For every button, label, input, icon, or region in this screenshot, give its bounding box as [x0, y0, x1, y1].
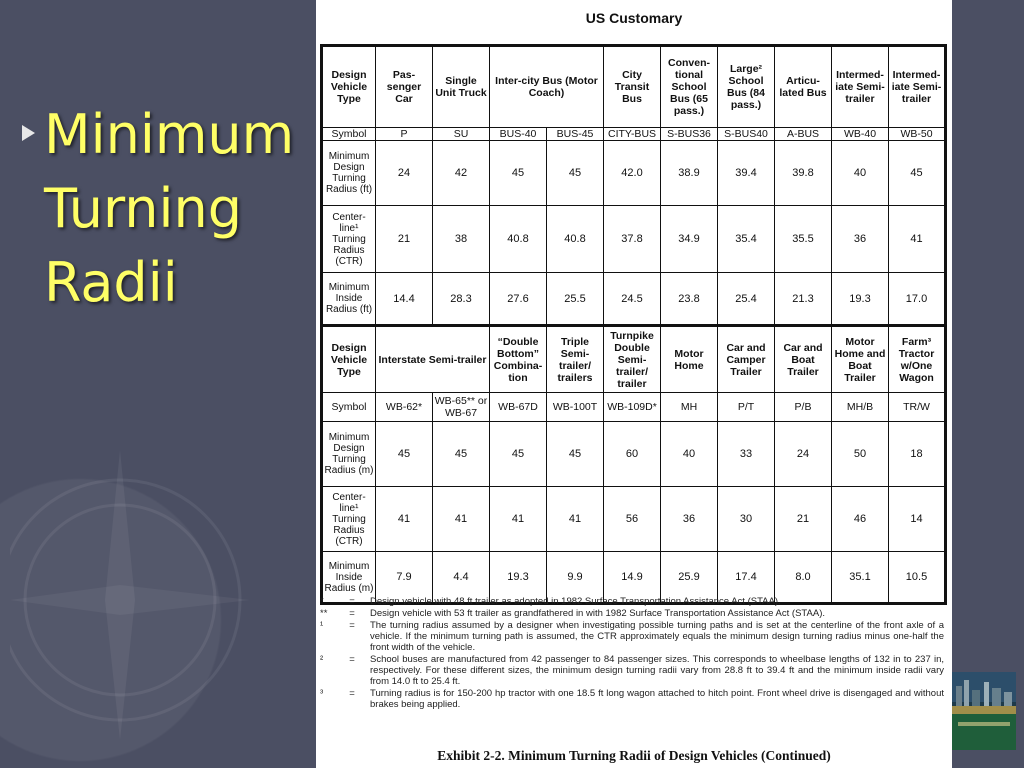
table1-header-row	[322, 46, 946, 128]
value-cell: 41	[490, 487, 547, 552]
document-page	[316, 0, 952, 768]
value-cell: 41	[889, 206, 946, 273]
footnote	[320, 620, 944, 653]
row-label: Center-line¹ Turning Radius (CTR)	[322, 487, 376, 552]
header-cell: Articu-lated Bus	[775, 46, 832, 128]
turning-radii-table	[320, 44, 947, 605]
value-cell: 38	[433, 206, 490, 273]
title-line: Radii	[44, 251, 178, 314]
symbol-cell: BUS-40	[490, 128, 547, 141]
title-line: Turning	[44, 177, 242, 240]
compass-watermark-icon	[10, 430, 270, 750]
value-cell: 7.9	[376, 552, 433, 604]
value-cell: 42	[433, 141, 490, 206]
value-cell: 14.9	[604, 552, 661, 604]
value-cell: 42.0	[604, 141, 661, 206]
footnote-mark: ³	[320, 688, 324, 699]
footnote-mark: **	[320, 608, 328, 619]
value-cell: 45	[490, 141, 547, 206]
value-cell: 14	[889, 487, 946, 552]
value-cell: 28.3	[433, 273, 490, 326]
header-cell: Intermed-iate Semi-trailer	[832, 46, 889, 128]
exhibit-caption: Exhibit 2-2. Minimum Turning Radii of Design Vehicles (Continued)	[437, 748, 831, 763]
value-cell: 41	[433, 487, 490, 552]
symbol-cell: S-BUS36	[661, 128, 718, 141]
value-cell: 10.5	[889, 552, 946, 604]
value-cell: 40	[832, 141, 889, 206]
footnote	[320, 608, 944, 619]
header-cell: Single Unit Truck	[433, 46, 490, 128]
value-cell: 24.5	[604, 273, 661, 326]
symbol-cell: TR/W	[889, 393, 946, 422]
symbol-cell: CITY-BUS	[604, 128, 661, 141]
table-row	[322, 141, 946, 206]
value-cell: 40.8	[547, 206, 604, 273]
value-cell: 30	[718, 487, 775, 552]
footnote-mark: ¹	[320, 620, 324, 631]
value-cell: 4.4	[433, 552, 490, 604]
header-cell: Design Vehicle Type	[322, 326, 376, 393]
value-cell: 34.9	[661, 206, 718, 273]
value-cell: 9.9	[547, 552, 604, 604]
symbol-cell: WB-40	[832, 128, 889, 141]
value-cell: 35.5	[775, 206, 832, 273]
value-cell: 8.0	[775, 552, 832, 604]
value-cell: 37.8	[604, 206, 661, 273]
value-cell: 21.3	[775, 273, 832, 326]
symbol-cell: WB-65** or WB-67	[433, 393, 490, 422]
footnote-text: The turning radius assumed by a designer when investigating possible turning paths and is set at the centerline of the front axle of a vehicle. If the minimum turning path is assumed, the CTR approximately equals the minimum design turning radius minus one-half the front width of the vehicle.	[370, 620, 944, 653]
symbol-cell: Symbol	[322, 393, 376, 422]
footnote-mark: ²	[320, 654, 324, 665]
symbol-cell: WB-100T	[547, 393, 604, 422]
value-cell: 60	[604, 422, 661, 487]
title-line: Minimum	[44, 103, 295, 166]
header-cell: Car and Camper Trailer	[718, 326, 775, 393]
value-cell: 45	[490, 422, 547, 487]
row-label: Minimum Inside Radius (m)	[322, 552, 376, 604]
value-cell: 40.8	[490, 206, 547, 273]
value-cell: 36	[661, 487, 718, 552]
footnote	[320, 654, 944, 687]
header-cell: City Transit Bus	[604, 46, 661, 128]
table1-symbol-row	[322, 128, 946, 141]
symbol-cell: P/B	[775, 393, 832, 422]
header-cell: Motor Home and Boat Trailer	[832, 326, 889, 393]
footnote-separator: =	[349, 596, 355, 607]
value-cell: 24	[376, 141, 433, 206]
symbol-cell: BUS-45	[547, 128, 604, 141]
header-cell: Triple Semi-trailer/ trailers	[547, 326, 604, 393]
header-cell: Motor Home	[661, 326, 718, 393]
table-row	[322, 422, 946, 487]
value-cell: 21	[775, 487, 832, 552]
symbol-cell: P	[376, 128, 433, 141]
footnote-text: Design vehicle with 48 ft trailer as adopted in 1982 Surface Transportation Assistance Act (STAA).	[370, 596, 781, 607]
symbol-cell: S-BUS40	[718, 128, 775, 141]
symbol-cell: WB-50	[889, 128, 946, 141]
symbol-cell: MH/B	[832, 393, 889, 422]
value-cell: 33	[718, 422, 775, 487]
header-cell: Pas-senger Car	[376, 46, 433, 128]
table2-symbol-row	[322, 393, 946, 422]
row-label: Center-line¹ Turning Radius (CTR)	[322, 206, 376, 273]
value-cell: 18	[889, 422, 946, 487]
footnotes	[320, 596, 944, 711]
value-cell: 50	[832, 422, 889, 487]
value-cell: 40	[661, 422, 718, 487]
document-heading: US Customary	[585, 10, 683, 26]
footnote-separator: =	[349, 620, 355, 631]
footnote-separator: =	[349, 608, 355, 619]
footnote-separator: =	[349, 654, 355, 665]
footnote	[320, 688, 944, 710]
value-cell: 46	[832, 487, 889, 552]
symbol-cell: WB-109D*	[604, 393, 661, 422]
value-cell: 45	[433, 422, 490, 487]
header-cell: Conven-tional School Bus (65 pass.)	[661, 46, 718, 128]
footnote	[320, 596, 944, 607]
header-cell: Inter-city Bus (Motor Coach)	[490, 46, 604, 128]
value-cell: 41	[547, 487, 604, 552]
header-cell: “Double Bottom” Combina-tion	[490, 326, 547, 393]
header-cell: Car and Boat Trailer	[775, 326, 832, 393]
symbol-cell: P/T	[718, 393, 775, 422]
value-cell: 45	[547, 141, 604, 206]
value-cell: 39.4	[718, 141, 775, 206]
value-cell: 45	[376, 422, 433, 487]
footnote-mark: *	[320, 596, 324, 607]
value-cell: 25.5	[547, 273, 604, 326]
slide-title	[44, 98, 314, 320]
value-cell: 19.3	[490, 552, 547, 604]
header-cell: Interstate Semi-trailer	[376, 326, 490, 393]
value-cell: 25.9	[661, 552, 718, 604]
table-row	[322, 273, 946, 326]
row-label: Minimum Design Turning Radius (ft)	[322, 141, 376, 206]
table-row	[322, 487, 946, 552]
row-label: Minimum Inside Radius (ft)	[322, 273, 376, 326]
footnote-text: School buses are manufactured from 42 passenger to 84 passenger sizes. This corresponds to wheelbase lengths of 132 in to 237 in, respectively. For these different sizes, the minimum design turning radii vary from 28.8 ft to 39.4 ft and the minimum inside radii vary from 14.0 ft to 25.4 ft.	[370, 654, 944, 687]
value-cell: 56	[604, 487, 661, 552]
value-cell: 17.0	[889, 273, 946, 326]
table-row	[322, 206, 946, 273]
value-cell: 41	[376, 487, 433, 552]
footnote-text: Turning radius is for 150-200 hp tractor with one 18.5 ft long wagon attached to hitch point. Front wheel drive is disengaged and without brakes being applied.	[370, 688, 944, 710]
header-cell: Farm³ Tractor w/One Wagon	[889, 326, 946, 393]
symbol-cell: MH	[661, 393, 718, 422]
city-photo-image	[952, 672, 1016, 750]
value-cell: 24	[775, 422, 832, 487]
footnote-text: Design vehicle with 53 ft trailer as grandfathered in with 1982 Surface Transportation Assistance Act (STAA).	[370, 608, 825, 619]
header-cell: Turnpike Double Semi-trailer/ trailer	[604, 326, 661, 393]
symbol-cell: WB-67D	[490, 393, 547, 422]
symbol-cell: A-BUS	[775, 128, 832, 141]
value-cell: 39.8	[775, 141, 832, 206]
value-cell: 14.4	[376, 273, 433, 326]
table2-header-row	[322, 326, 946, 393]
header-cell: Design Vehicle Type	[322, 46, 376, 128]
title-bullet-icon	[22, 125, 35, 141]
row-label: Minimum Design Turning Radius (m)	[322, 422, 376, 487]
symbol-cell: WB-62*	[376, 393, 433, 422]
value-cell: 45	[547, 422, 604, 487]
value-cell: 27.6	[490, 273, 547, 326]
value-cell: 19.3	[832, 273, 889, 326]
value-cell: 36	[832, 206, 889, 273]
header-cell: Intermed-iate Semi-trailer	[889, 46, 946, 128]
value-cell: 23.8	[661, 273, 718, 326]
header-cell: Large² School Bus (84 pass.)	[718, 46, 775, 128]
symbol-cell: SU	[433, 128, 490, 141]
footnote-separator: =	[349, 688, 355, 699]
value-cell: 35.1	[832, 552, 889, 604]
value-cell: 25.4	[718, 273, 775, 326]
value-cell: 38.9	[661, 141, 718, 206]
value-cell: 45	[889, 141, 946, 206]
value-cell: 35.4	[718, 206, 775, 273]
value-cell: 17.4	[718, 552, 775, 604]
symbol-cell: Symbol	[322, 128, 376, 141]
value-cell: 21	[376, 206, 433, 273]
